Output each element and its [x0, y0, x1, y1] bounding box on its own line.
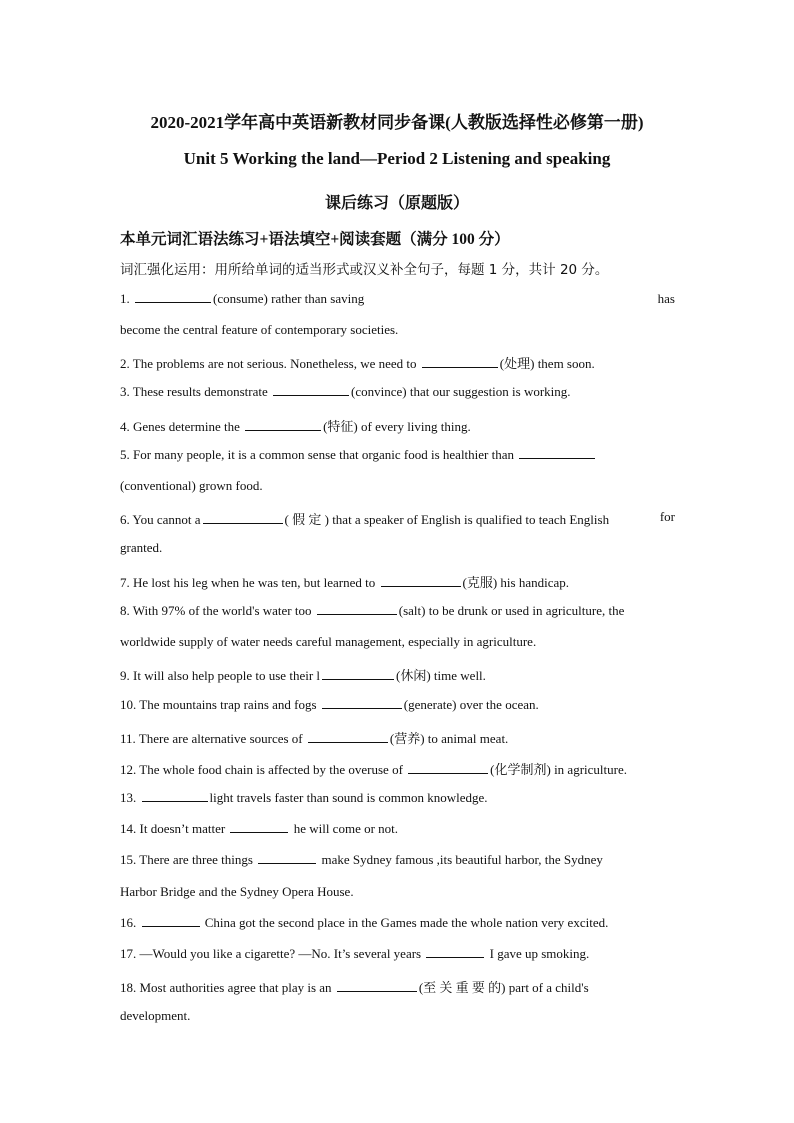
answer-blank[interactable]	[273, 384, 349, 396]
question-text: (consume) rather than saving	[213, 291, 365, 306]
question-15-cont: Harbor Bridge and the Sydney Opera House.	[120, 884, 354, 899]
answer-blank[interactable]	[322, 697, 402, 709]
question-17: 17. —Would you like a cigarette? —No. It’s several years I gave up smoking.	[120, 946, 590, 961]
question-6-cont: granted.	[120, 540, 163, 555]
question-11: 11. There are alternative sources of (营养) to animal meat.	[120, 731, 509, 746]
answer-blank[interactable]	[337, 980, 417, 992]
answer-blank[interactable]	[142, 915, 200, 927]
question-1	[120, 291, 675, 307]
answer-blank[interactable]	[408, 762, 488, 774]
section-heading: 本单元词汇语法练习+语法填空+阅读套题（满分 100 分）	[120, 231, 510, 248]
answer-blank[interactable]	[317, 603, 397, 615]
answer-blank[interactable]	[258, 852, 316, 864]
answer-blank[interactable]	[308, 731, 388, 743]
question-12: 12. The whole food chain is affected by the overuse of (化学制剂) in agriculture.	[120, 762, 627, 777]
question-4: 4. Genes determine the (特征) of every living thing.	[120, 419, 471, 434]
question-14: 14. It doesn’t matter he will come or not.	[120, 821, 399, 836]
answer-blank[interactable]	[230, 821, 288, 833]
question-text: 1.	[120, 291, 133, 306]
question-13: 13. light travels faster than sound is common knowledge.	[120, 790, 488, 805]
question-2: 2. The problems are not serious. Nonetheless, we need to (处理) them soon.	[120, 356, 595, 371]
question-1-cont: become the central feature of contemporary societies.	[120, 322, 399, 337]
question-6: 6. You cannot a ( 假 定 ) that a speaker of English is qualified to teach English for	[120, 509, 675, 527]
question-15: 15. There are three things make Sydney famous ,its beautiful harbor, the Sydney	[120, 852, 603, 867]
question-18: 18. Most authorities agree that play is an (至 关 重 要 的) part of a child's	[120, 980, 589, 995]
answer-blank[interactable]	[322, 668, 394, 680]
question-9: 9. It will also help people to use their l (休闲) time well.	[120, 668, 486, 683]
instruction-text: 词汇强化运用：用所给单词的适当形式或汉义补全句子，每题 1 分，共计 20 分。	[120, 262, 609, 278]
answer-blank[interactable]	[142, 790, 208, 802]
answer-blank[interactable]	[422, 356, 498, 368]
answer-blank[interactable]	[381, 575, 461, 587]
question-18-cont: development.	[120, 1008, 191, 1023]
document-title: 2020-2021学年高中英语新教材同步备课(人教版选择性必修第一册)	[150, 113, 644, 132]
answer-blank[interactable]	[203, 512, 283, 524]
question-text: has	[657, 291, 675, 306]
question-7: 7. He lost his leg when he was ten, but learned to (克服) his handicap.	[120, 575, 570, 590]
question-16: 16. China got the second place in the Games made the whole nation very excited.	[120, 915, 609, 930]
question-8-cont: worldwide supply of water needs careful management, especially in agriculture.	[120, 634, 537, 649]
question-5-cont: (conventional) grown food.	[120, 478, 263, 493]
question-8: 8. With 97% of the world's water too (salt) to be drunk or used in agriculture, the	[120, 603, 625, 618]
question-10: 10. The mountains trap rains and fogs (generate) over the ocean.	[120, 697, 539, 712]
answer-blank[interactable]	[519, 447, 595, 459]
exercise-title: 课后练习（原题版）	[324, 195, 469, 212]
answer-blank[interactable]	[135, 291, 211, 303]
answer-blank[interactable]	[426, 946, 484, 958]
question-3: 3. These results demonstrate (convince) that our suggestion is working.	[120, 384, 571, 399]
unit-title: Unit 5 Working the land—Period 2 Listening and speaking	[183, 149, 611, 168]
question-5: 5. For many people, it is a common sense that organic food is healthier than	[120, 447, 675, 463]
answer-blank[interactable]	[245, 419, 321, 431]
